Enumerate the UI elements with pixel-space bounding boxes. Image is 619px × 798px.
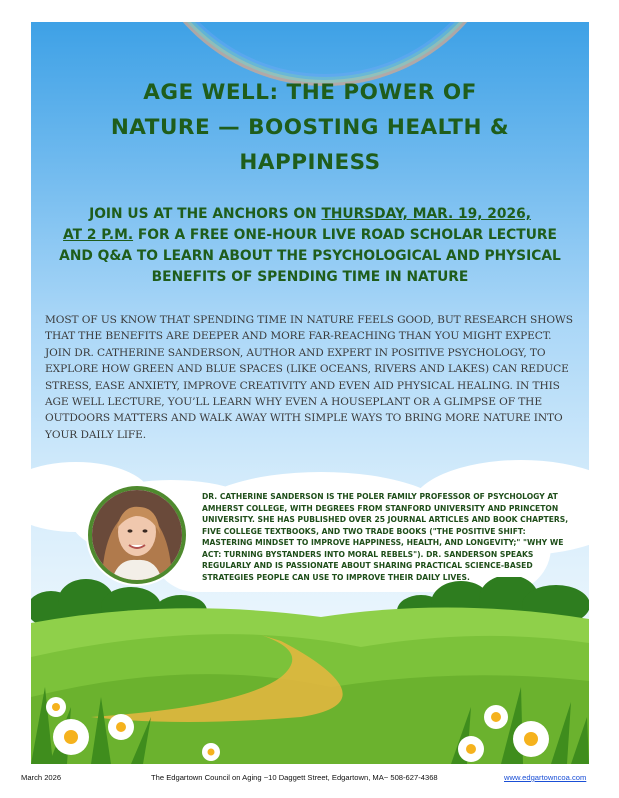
event-subtitle: [51, 204, 569, 288]
speaker-bio: DR. CATHERINE SANDERSON IS THE POLER FAMILY PROFESSOR OF PSYCHOLOGY AT AMHERST COLLEGE, WITH DEGREES FROM STANFORD UNIVERSITY AND PRINCETON UNIVERSITY. SHE HAS PUBLISHED OVER 25 JOURNAL ARTICLES AND BOOK CHAPTERS, FIVE COLLEGE TEXTBOOKS, AND TWO TRADE BOOKS ("THE POSITIVE SHIFT: MASTERING MINDSET TO IMPROVE HAPPINESS, HEALTH, AND LONGEVITY;" "WHY WE ACT: TURNING BYSTANDERS INTO MORAL REBELS"). DR. SANDERSON SPEAKS REGULARLY AND IS PASSIONATE ABOUT SHARING PRACTICAL SCIENCE-BASED STRATEGIES PEOPLE CAN USE TO IMPROVE THEIR DAILY LIVES.: [202, 492, 569, 582]
footer-date: March 2026: [21, 773, 62, 782]
flyer-poster: [31, 22, 589, 764]
portrait-image: [92, 490, 182, 580]
website-link[interactable]: www.edgartowncoa.com: [504, 773, 587, 782]
subtitle-description: FOR A FREE ONE-HOUR LIVE ROAD SCHOLAR LECTURE AND Q&A TO LEARN ABOUT THE PSYCHOLOGICAL AND PHYSICAL BENEFITS OF SPENDING TIME IN NATURE: [59, 227, 561, 285]
meadow-illustration: [31, 577, 589, 764]
speaker-portrait: [88, 486, 186, 584]
title-line: NATURE — BOOSTING HEALTH &: [110, 115, 510, 140]
event-time: AT 2 P.M.: [63, 227, 134, 243]
subtitle-intro: JOIN US AT THE ANCHORS ON: [89, 206, 322, 222]
event-description: MOST OF US KNOW THAT SPENDING TIME IN NATURE FEELS GOOD, BUT RESEARCH SHOWS THAT THE BENEFITS ARE DEEPER AND MORE FAR-REACHING THAN YOU MIGHT EXPECT. JOIN DR. CATHERINE SANDERSON, AUTHOR AND EXPERT IN POSITIVE PSYCHOLOGY, TO EXPLORE HOW GREEN AND BLUE SPACES (LIKE OCEANS, RIVERS AND LAKES) CAN REDUCE STRESS, EASE ANXIETY, IMPROVE CREATIVITY AND EVEN AID PHYSICAL HEALING. IN THIS AGE WELL LECTURE, YOU’LL LEARN WHY EVEN A HOUSEPLANT OR A GLIMPSE OF THE OUTDOORS MATTERS AND WALK AWAY WITH SIMPLE WAYS TO BRING MORE NATURE INTO YOUR DAILY LIFE.: [45, 314, 573, 441]
title-line: AGE WELL: THE POWER OF: [143, 80, 477, 105]
event-date: THURSDAY, MAR. 19, 2026,: [321, 206, 531, 222]
title-line: HAPPINESS: [239, 150, 381, 175]
footer-address: The Edgartown Council on Aging ~10 Daggett Street, Edgartown, MA~ 508-627-4368: [151, 773, 438, 782]
event-title: [31, 75, 589, 180]
